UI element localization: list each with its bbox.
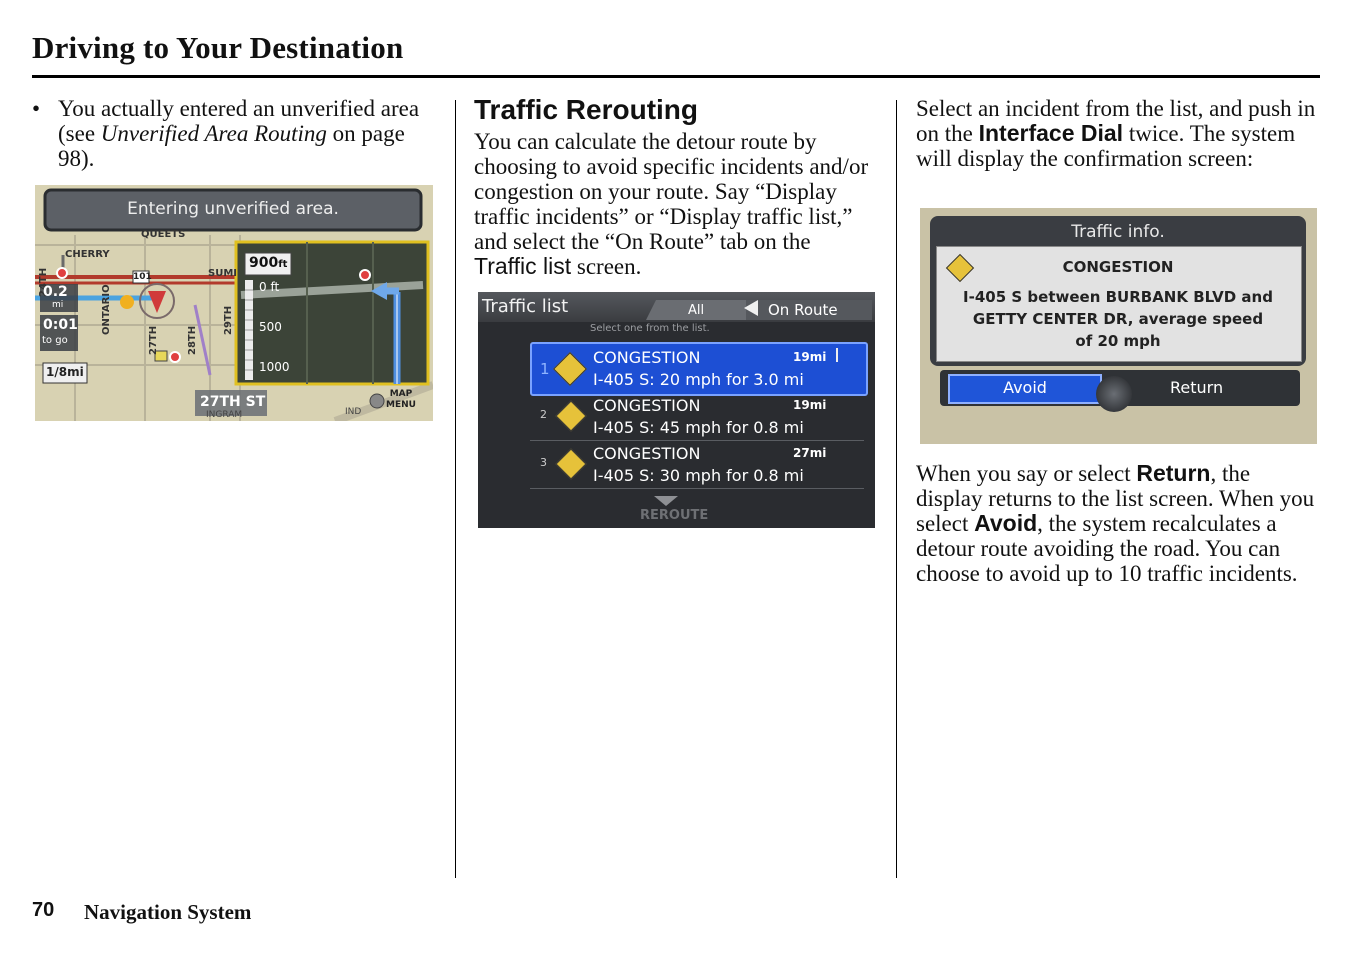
street-label-cherry: CHERRY: [65, 249, 110, 260]
avoid-button-label: Avoid: [1003, 378, 1047, 397]
instruction-text-a: Select an incident from the list, and push in on the: [916, 96, 1316, 146]
instruction-text-b: twice. The system will display the confirmation screen:: [916, 121, 1296, 171]
time-label: to go: [42, 335, 68, 346]
row-3-distance: 27mi: [793, 446, 827, 460]
highway-shield: 101: [133, 272, 152, 282]
column-divider-1: [455, 100, 456, 878]
paragraph-text-b: screen.: [571, 254, 642, 279]
reroute-button[interactable]: REROUTE: [640, 508, 709, 523]
page-number: 70: [32, 899, 55, 921]
tab-on-route-label: On Route: [768, 301, 838, 319]
street-label-queets: QUEETS: [141, 229, 186, 240]
result-text-c: , the system recalculates a detour route avoiding the road. You can choose to avoid up to 10 traffic incidents.: [916, 511, 1298, 586]
map-menu-label-2: MENU: [386, 400, 416, 410]
incident-line-1: I-405 S between BURBANK BLVD and: [963, 288, 1273, 306]
ui-term-return: Return: [1136, 460, 1211, 486]
traffic-list-screen: [478, 292, 875, 528]
street-label-sum: SUMI: [208, 268, 237, 279]
street-label-29th: 29TH: [223, 305, 234, 335]
traffic-info-screen: [920, 208, 1317, 444]
footer-label: Navigation System: [84, 900, 252, 924]
instruction-paragraph: [916, 96, 1320, 171]
current-street: 27TH ST: [200, 394, 266, 410]
time-readout: 0:01: [43, 317, 78, 333]
row-1-marker-icon: [836, 348, 848, 362]
interface-dial-icon: [1096, 376, 1132, 412]
inset-scale-1000: 1000: [259, 360, 290, 374]
row-2-distance: 19mi: [793, 398, 827, 412]
bullet-mark: •: [32, 96, 41, 121]
inset-distance-value: 900: [249, 255, 279, 271]
return-button[interactable]: Return: [1170, 378, 1224, 397]
row-divider: [530, 440, 864, 441]
tab-arrow-icon: [744, 300, 758, 316]
traffic-info-title: Traffic info.: [1071, 222, 1165, 242]
incident-line-2: GETTY CENTER DR, average speed: [972, 310, 1264, 328]
inset-distance-unit: ft: [278, 259, 288, 270]
section-paragraph: [474, 129, 874, 279]
bullet-text-a: You actually entered an unverified area (see: [58, 96, 420, 146]
row-1-number: 1: [540, 360, 550, 378]
distance-readout: 0.2: [43, 284, 68, 300]
distance-unit: mi: [52, 300, 64, 310]
street-label-ind: IND: [345, 407, 362, 417]
row-2-congestion-icon: [555, 400, 586, 431]
street-label-ingram: INGRAM: [206, 410, 243, 420]
bullet-text-b: on page 98).: [58, 121, 405, 171]
row-divider: [530, 488, 864, 489]
map-scale[interactable]: 1/8mi: [46, 365, 84, 379]
row-2-type[interactable]: CONGESTION: [593, 396, 701, 415]
result-text-b: , the display returns to the list screen. When you select: [916, 461, 1315, 536]
map-menu-button[interactable]: [386, 389, 416, 411]
scroll-down-icon[interactable]: [654, 496, 678, 506]
bullet-text: [58, 96, 438, 171]
row-3-congestion-icon: [555, 448, 586, 479]
incident-type: CONGESTION: [1062, 258, 1174, 276]
traffic-list-hint: Select one from the list.: [590, 323, 710, 334]
row-1-distance: 19mi: [793, 350, 827, 364]
map-graphics: [35, 185, 433, 421]
row-3-description[interactable]: I-405 S: 30 mph for 0.8 mi: [593, 466, 804, 485]
unverified-banner: Entering unverified area.: [127, 199, 339, 219]
column-divider-2: [896, 100, 897, 878]
inset-scale-500: 500: [259, 320, 282, 334]
row-1-type: CONGESTION: [593, 348, 701, 367]
tab-all-label: All: [688, 303, 705, 318]
street-label-24th: 24TH: [38, 267, 49, 297]
cross-reference[interactable]: Unverified Area Routing: [100, 121, 327, 146]
ui-term-interface-dial: Interface Dial: [978, 120, 1124, 146]
street-label-28th: 28TH: [187, 325, 198, 355]
result-paragraph: [916, 461, 1320, 586]
incident-line-3: of 20 mph: [1075, 332, 1161, 350]
inset-scale-0: 0 ft: [259, 280, 280, 294]
inset-distance: [249, 255, 287, 271]
traffic-list-title: Traffic list: [482, 296, 569, 317]
title-rule: [32, 75, 1320, 78]
row-1-description: I-405 S: 20 mph for 3.0 mi: [593, 370, 804, 389]
section-heading: Traffic Rerouting: [474, 94, 699, 125]
page-title: Driving to Your Destination: [32, 30, 404, 65]
map-menu-label-1: MAP: [389, 389, 413, 399]
paragraph-text-a: You can calculate the detour route by choosing to avoid specific incidents and/or congestion on your route. Say “Display traffic incidents” or “Display traffic list,” and select the “On Route” tab on the: [474, 129, 869, 254]
ui-term-traffic-list: Traffic list: [474, 253, 572, 279]
street-label-ontario: ONTARIO: [101, 284, 112, 335]
street-label-27th: 27TH: [148, 325, 159, 355]
ui-term-avoid: Avoid: [974, 510, 1038, 536]
unverified-area-map-screen: [35, 185, 433, 421]
result-text-a: When you say or select: [916, 461, 1137, 486]
row-2-number: 2: [540, 408, 547, 421]
row-3-number: 3: [540, 456, 547, 469]
row-3-type[interactable]: CONGESTION: [593, 444, 701, 463]
row-2-description[interactable]: I-405 S: 45 mph for 0.8 mi: [593, 418, 804, 437]
